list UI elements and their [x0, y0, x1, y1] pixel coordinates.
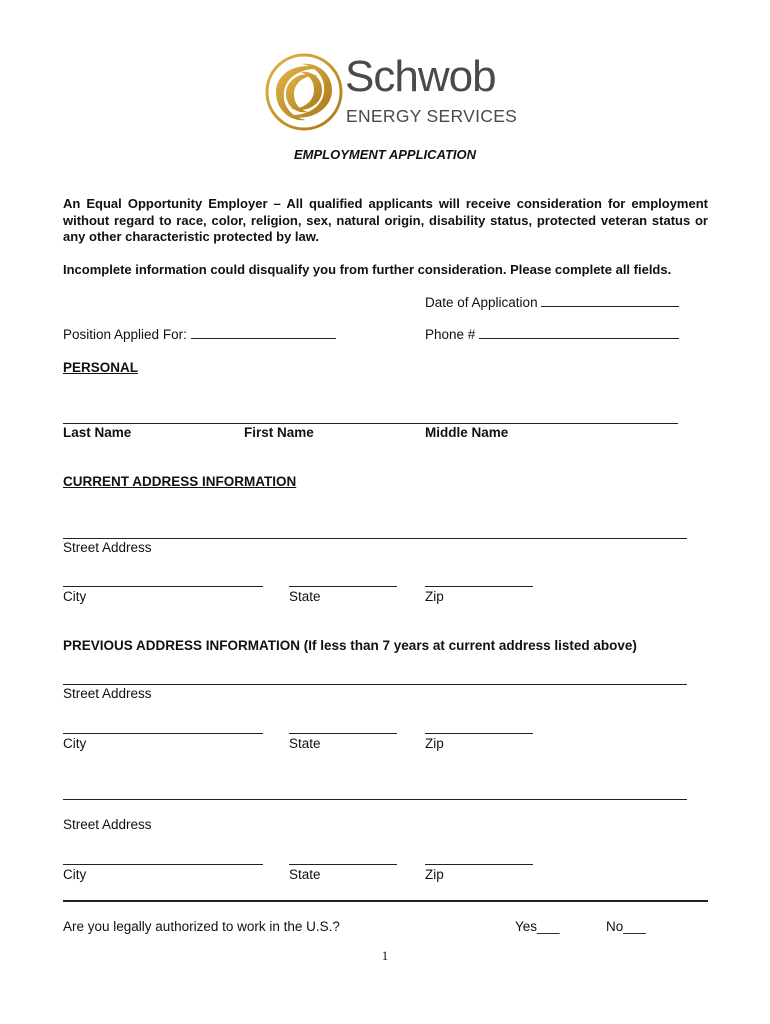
previous-street-label-1: Street Address	[63, 686, 152, 701]
previous-city-label-1: City	[63, 736, 87, 751]
previous-state-label-1: State	[289, 736, 321, 751]
work-authorization-question: Are you legally authorized to work in the U.S.?	[63, 919, 340, 934]
name-line[interactable]	[63, 423, 678, 424]
previous-zip-line-1[interactable]	[425, 733, 533, 734]
logo-wordmark: Schwob	[345, 52, 496, 101]
date-of-application-line[interactable]	[541, 294, 679, 307]
position-applied-label: Position Applied For:	[63, 327, 187, 342]
previous-address-heading: PREVIOUS ADDRESS INFORMATION (If less than 7 years at current address listed above)	[63, 638, 637, 653]
previous-street-label-2: Street Address	[63, 817, 152, 832]
phone-label: Phone #	[425, 327, 476, 342]
page-title: EMPLOYMENT APPLICATION	[294, 147, 476, 162]
current-zip-label: Zip	[425, 589, 444, 604]
current-address-heading: CURRENT ADDRESS INFORMATION	[63, 474, 297, 489]
previous-city-line-2[interactable]	[63, 864, 263, 865]
previous-street-line-1[interactable]	[63, 684, 687, 685]
date-of-application-field[interactable]	[425, 294, 679, 310]
eoe-statement: An Equal Opportunity Employer – All qualified applicants will receive consideration for employment without regard to race, color, religion, sex, natural origin, disability status, protected veteran status or any other characteristic protected by law.	[63, 196, 708, 244]
current-zip-line[interactable]	[425, 586, 533, 587]
previous-zip-line-2[interactable]	[425, 864, 533, 865]
previous-street-line-2[interactable]	[63, 799, 687, 800]
previous-state-line-1[interactable]	[289, 733, 397, 734]
first-name-label: First Name	[244, 425, 314, 440]
date-of-application-label: Date of Application	[425, 295, 538, 310]
completeness-warning: Incomplete information could disqualify you from further consideration. Please complete all fields.	[63, 262, 672, 277]
phone-line[interactable]	[479, 326, 679, 339]
current-state-line[interactable]	[289, 586, 397, 587]
phone-field[interactable]	[425, 326, 679, 342]
personal-heading: PERSONAL	[63, 360, 139, 375]
last-name-label: Last Name	[63, 425, 132, 440]
middle-name-label: Middle Name	[425, 425, 509, 440]
current-state-label: State	[289, 589, 321, 604]
position-applied-line[interactable]	[191, 326, 336, 339]
current-city-label: City	[63, 589, 87, 604]
previous-zip-label-2: Zip	[425, 867, 444, 882]
previous-city-label-2: City	[63, 867, 87, 882]
previous-zip-label-1: Zip	[425, 736, 444, 751]
section-divider	[63, 900, 708, 902]
current-city-line[interactable]	[63, 586, 263, 587]
previous-city-line-1[interactable]	[63, 733, 263, 734]
logo-subtitle: ENERGY SERVICES	[346, 106, 518, 126]
current-street-label: Street Address	[63, 540, 152, 555]
previous-state-line-2[interactable]	[289, 864, 397, 865]
work-authorization-yes[interactable]: Yes___	[515, 919, 560, 934]
current-street-line[interactable]	[63, 538, 687, 539]
page-number: 1	[381, 948, 389, 963]
previous-state-label-2: State	[289, 867, 321, 882]
work-authorization-no[interactable]: No___	[606, 919, 646, 934]
position-applied-field[interactable]	[63, 326, 336, 342]
logo-swirl-icon	[264, 52, 344, 132]
